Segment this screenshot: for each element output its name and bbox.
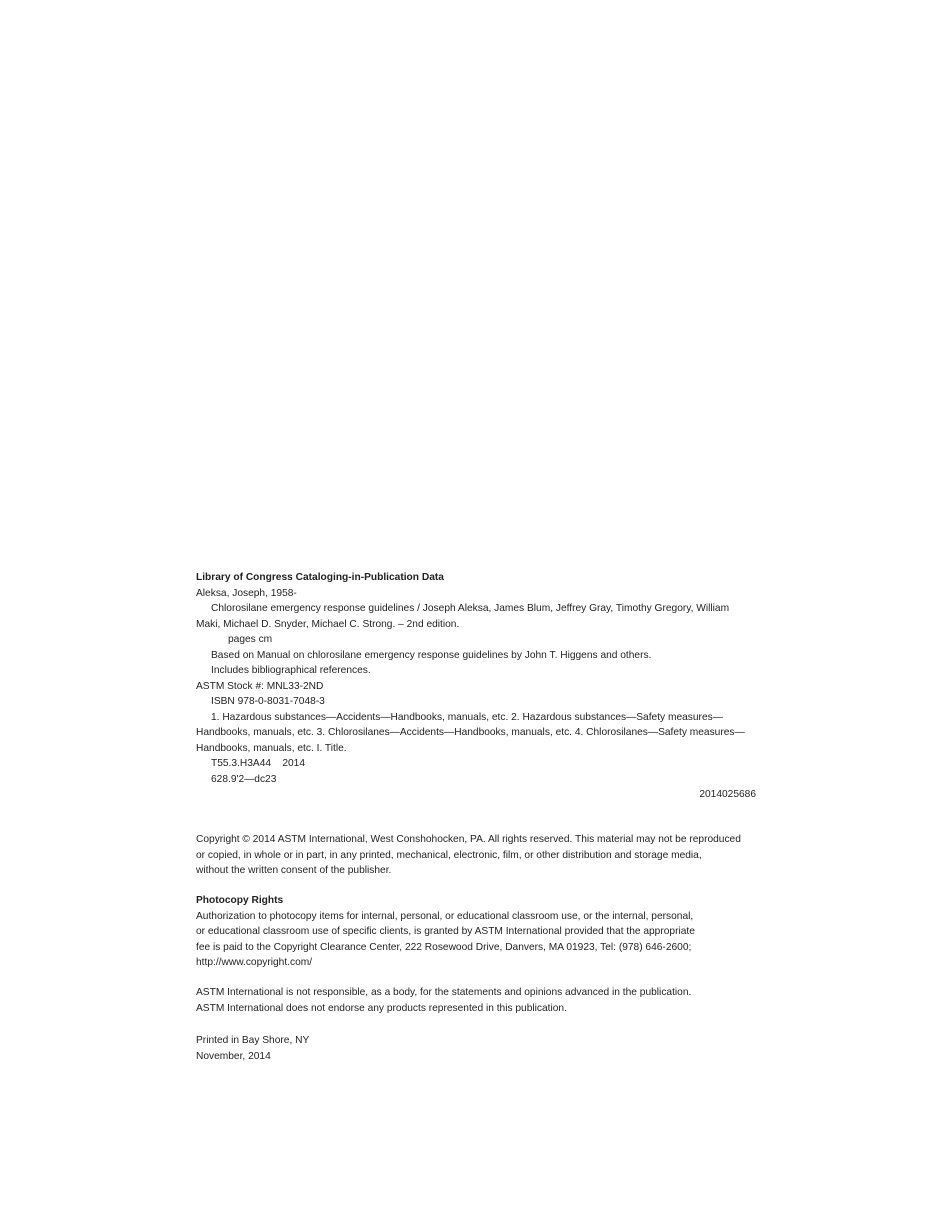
cip-note-bibliography: Includes bibliographical references. xyxy=(211,665,371,676)
printed-place: Printed in Bay Shore, NY xyxy=(196,1035,310,1046)
copyright-line: Copyright © 2014 ASTM International, West Conshohocken, PA. All rights reserved. This material may not be reproduced xyxy=(196,834,741,845)
copyright-notice xyxy=(196,832,756,879)
cip-isbn: ISBN 978-0-8031-7048-3 xyxy=(211,696,325,707)
cip-lc-classification: T55.3.H3A44 2014 xyxy=(211,758,306,769)
cip-author: Aleksa, Joseph, 1958- xyxy=(196,587,297,599)
photocopy-line: fee is paid to the Copyright Clearance Center, 222 Rosewood Drive, Danvers, MA 01923, Tel: (978) 646-2600; xyxy=(196,941,692,953)
printing-info xyxy=(196,1033,756,1064)
cip-physical-description: pages cm xyxy=(228,634,273,645)
copyright-line: without the written consent of the publisher. xyxy=(196,865,392,876)
cip-lccn: 2014025686 xyxy=(699,789,756,800)
cip-subjects: 1. Hazardous substances—Accidents—Handbooks, manuals, etc. 2. Hazardous substances—Safety measures—Handbooks, manuals, etc. 3. Chlorosilanes—Accidents—Handbooks, manuals, etc. 4. Chlorosilanes—Safety measures—Handbooks, manuals, etc. I. Title. xyxy=(196,711,745,754)
photocopy-line: or educational classroom use of specific clients, is granted by ASTM International provided that the appropriate xyxy=(196,926,695,937)
photocopy-line: Authorization to photocopy items for internal, personal, or educational classroom use, or the internal, personal, xyxy=(196,910,694,922)
cip-note-based-on: Based on Manual on chlorosilane emergency response guidelines by John T. Higgens and others. xyxy=(211,649,652,661)
cip-data-block xyxy=(196,570,756,803)
photocopy-rights xyxy=(196,893,756,971)
cip-title-statement: Chlorosilane emergency response guidelines / Joseph Aleksa, James Blum, Jeffrey Gray, Timothy Gregory, William Maki, Michael D. Snyder, Michael C. Strong. – 2nd edition. xyxy=(196,603,730,630)
photocopy-heading: Photocopy Rights xyxy=(196,895,284,906)
disclaimer xyxy=(196,985,756,1016)
disclaimer-line: ASTM International does not endorse any products represented in this publication. xyxy=(196,1002,567,1014)
cip-heading: Library of Congress Cataloging-in-Publication Data xyxy=(196,572,444,583)
printed-date: November, 2014 xyxy=(196,1050,271,1062)
cip-stock-number: ASTM Stock #: MNL33-2ND xyxy=(196,680,324,692)
photocopy-url: http://www.copyright.com/ xyxy=(196,957,313,968)
disclaimer-line: ASTM International is not responsible, as a body, for the statements and opinions advanced in the publication. xyxy=(196,987,692,998)
copyright-line: or copied, in whole or in part, in any printed, mechanical, electronic, film, or other distribution and storage media, xyxy=(196,849,702,861)
cip-dewey: 628.9'2—dc23 xyxy=(211,773,277,785)
